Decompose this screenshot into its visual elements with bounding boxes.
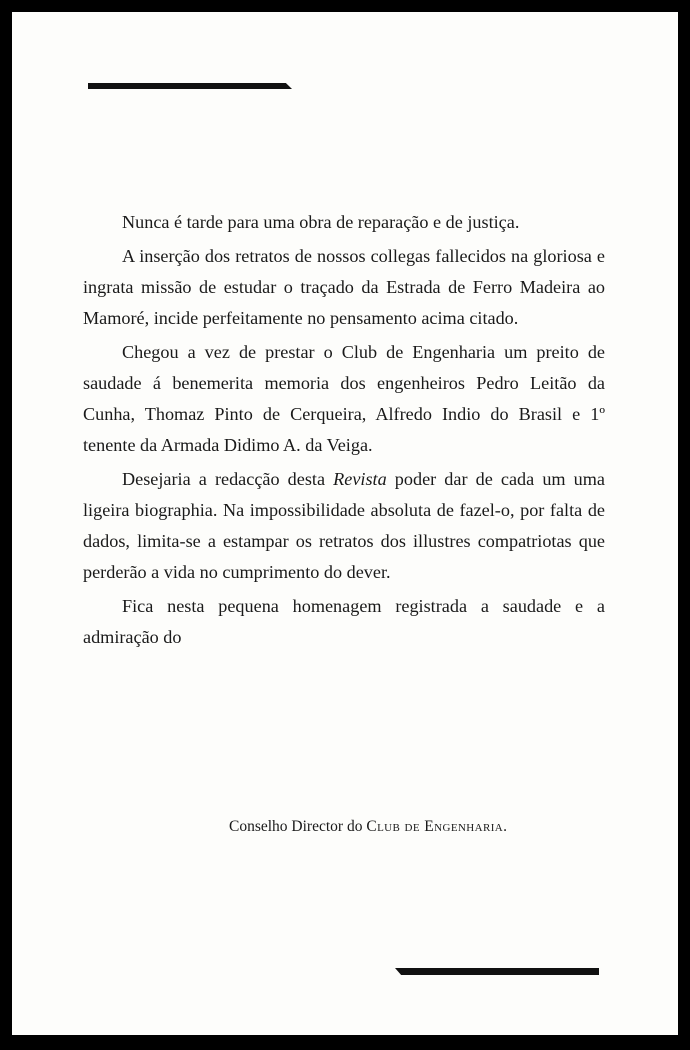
document-page xyxy=(12,12,678,1035)
signature-line xyxy=(229,818,507,836)
paragraph-4-end: poder dar de cada um uma ligeira biographia. Na impossibilidade absoluta de fazel-o, por falta de dados, limita-se a estampar os retratos dos illustres compatriotas que perderão a vida no cumprimento do dever. xyxy=(83,469,605,582)
bottom-ornamental-rule xyxy=(395,968,599,975)
paragraph-1: Nunca é tarde para uma obra de reparação e de justiça. xyxy=(122,212,520,232)
signature-club-name: Club de Engenharia. xyxy=(366,818,508,835)
journal-name: Revista xyxy=(333,469,387,489)
paragraph-5: Fica nesta pequena homenagem registrada a saudade e a admiração do xyxy=(83,596,605,647)
paragraph-4 xyxy=(83,464,605,588)
signature-prefix: Conselho Director do xyxy=(229,818,367,835)
top-ornamental-rule xyxy=(88,83,292,89)
body-text xyxy=(83,207,605,656)
paragraph-2: A inserção dos retratos de nossos collegas fallecidos na gloriosa e ingrata missão de estudar o traçado da Estrada de Ferro Madeira ao Mamoré, incide perfeitamente no pensamento acima citado. xyxy=(83,246,605,328)
paragraph-3: Chegou a vez de prestar o Club de Engenharia um preito de saudade á benemerita memoria dos engenheiros Pedro Leitão da Cunha, Thomaz Pinto de Cerqueira, Alfredo Indio do Brasil e 1º tenente da Armada Didimo A. da Veiga. xyxy=(83,342,605,455)
paragraph-4-start: Desejaria a redacção desta xyxy=(122,469,334,489)
